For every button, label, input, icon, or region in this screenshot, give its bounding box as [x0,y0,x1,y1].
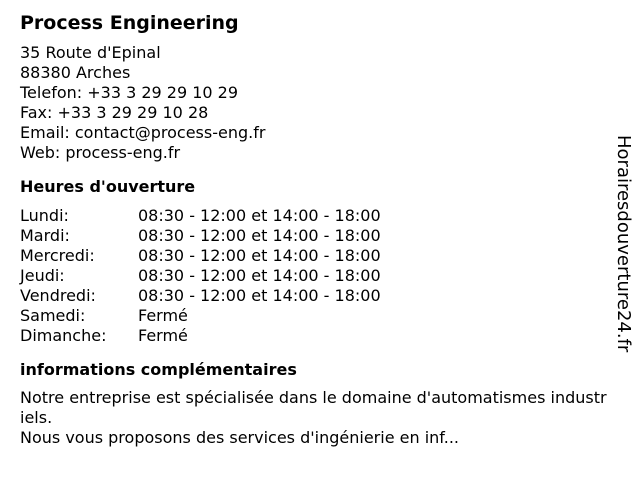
day-hours: 08:30 - 12:00 et 14:00 - 18:00 [138,206,381,225]
phone-number: Telefon: +33 3 29 29 10 29 [20,83,239,102]
contact-block [20,43,610,163]
hours-row-jeudi [20,266,610,286]
day-hours: 08:30 - 12:00 et 14:00 - 18:00 [138,266,381,285]
opening-hours-table [20,206,610,346]
fax-number: Fax: +33 3 29 29 10 28 [20,103,209,122]
website-address: Web: process-eng.fr [20,143,181,162]
hours-row-mercredi [20,246,610,266]
day-hours: 08:30 - 12:00 et 14:00 - 18:00 [138,226,381,245]
business-card [20,10,610,448]
hours-row-samedi [20,306,610,326]
hours-row-lundi [20,206,610,226]
day-name: Lundi: [20,206,69,225]
day-name: Mercredi: [20,246,95,265]
email-address: Email: contact@process-eng.fr [20,123,266,142]
hours-row-vendredi [20,286,610,306]
opening-hours-title: Heures d'ouverture [20,177,196,196]
day-name: Jeudi: [20,266,65,285]
day-hours: Fermé [138,326,188,345]
address-city: 88380 Arches [20,63,131,82]
day-name: Vendredi: [20,286,96,305]
address-street: 35 Route d'Epinal [20,43,161,62]
additional-info-text [20,388,610,448]
hours-row-mardi [20,226,610,246]
description-line: Notre entreprise est spécialisée dans le domaine d'automatismes industriels. [20,388,607,427]
site-brand-label: Horairesdouverture24.fr [613,135,634,353]
day-hours: 08:30 - 12:00 et 14:00 - 18:00 [138,286,381,305]
description-line: Nous vous proposons des services d'ingénierie en inf... [20,428,460,447]
day-hours: 08:30 - 12:00 et 14:00 - 18:00 [138,246,381,265]
company-name: Process Engineering [20,12,239,34]
day-name: Dimanche: [20,326,107,345]
additional-info-title: informations complémentaires [20,360,297,379]
day-hours: Fermé [138,306,188,325]
day-name: Samedi: [20,306,86,325]
hours-row-dimanche [20,326,610,346]
day-name: Mardi: [20,226,70,245]
